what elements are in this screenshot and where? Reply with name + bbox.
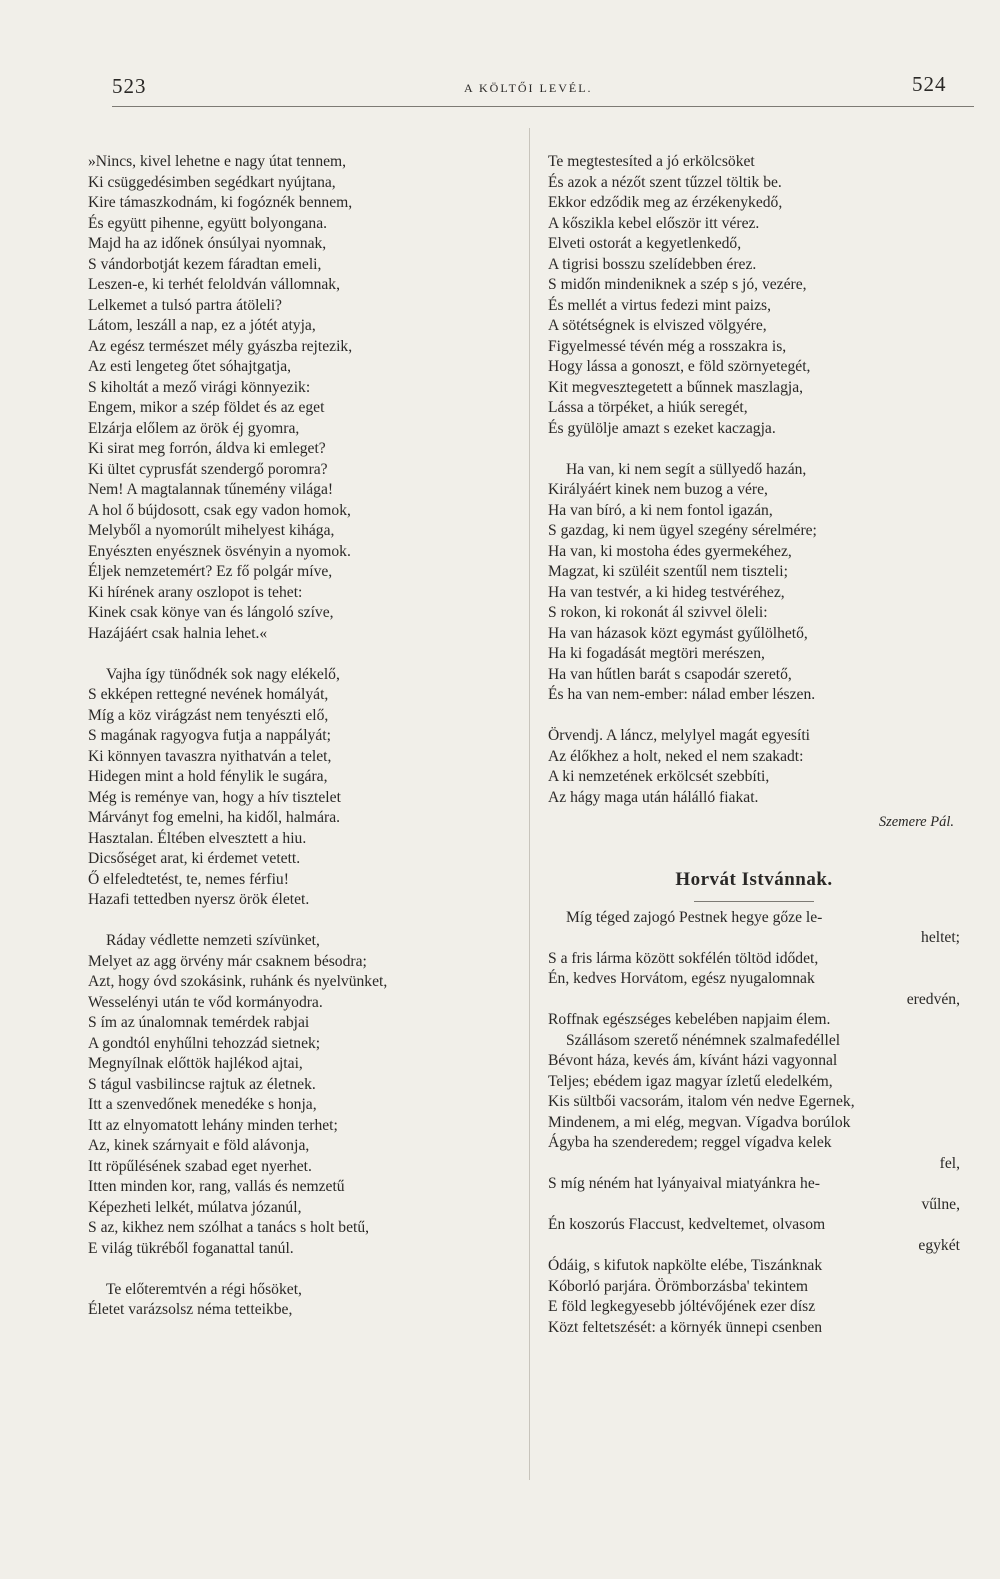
poem-line: És azok a nézőt szent tűzzel töltik be. [548, 173, 782, 191]
poem-line: Az esti lengeteg őtet sóhajtgatja, [88, 358, 292, 375]
right-page-number: 524 [912, 72, 947, 96]
poem-line: Ha van bíró, a ki nem fontol igazán, [548, 501, 773, 519]
poem-line-continuation: eredvén, [906, 990, 960, 1008]
poem-line: Engem, mikor a szép földet és az eget [88, 399, 325, 416]
right-stanza-1 [548, 152, 960, 439]
right-stanza-2 [548, 460, 960, 706]
poem-line: Éljek nemzetemért? Ez fő polgár míve, [88, 563, 333, 580]
poem-line: Ki sirat meg forrón, áldva ki emleget? [88, 440, 326, 457]
poem-line: Míg téged zajogó Pestnek hegye gőze le- [566, 908, 823, 926]
page-header [0, 0, 1000, 110]
poem-line: Királyáért kinek nem buzog a vére, [548, 481, 768, 498]
left-stanza-2 [88, 665, 520, 911]
poem-line: És ha van nem-ember: nálad ember lészen. [548, 686, 816, 703]
poem-line: A sötétségnek is elviszed völgyére, [548, 317, 767, 334]
poem-line: A gondtól enyhűlni tehozzád sietnek; [88, 1034, 321, 1052]
poem-line: S vándorbotját kezem fáradtan emeli, [88, 255, 322, 273]
poem-line: Magzat, ki szüléit szentűl nem tiszteli; [548, 563, 788, 580]
poem-line: Ha van hűtlen barát s csapodár szerető, [548, 665, 792, 683]
poem-line: Ki csüggedésimben segédkart nyújtana, [88, 173, 336, 191]
poem-line: S az, kikhez nem szólhat a tanács s holt betű, [88, 1219, 370, 1236]
poem-line: Márványt fog emelni, ha kidől, halmára. [88, 809, 341, 826]
running-title: A KÖLTŐI LEVÉL. [464, 81, 593, 95]
poem-line: S midőn mindeniknek a szép s jó, vezére, [548, 276, 807, 293]
title-rule [694, 901, 814, 902]
poem-line: »Nincs, kivel lehetne e nagy útat tennem, [88, 153, 347, 170]
poem-line: Itt röpűlésének szabad eget nyerhet. [88, 1157, 312, 1175]
poem-line: Nem! A magtalannak tűnemény világa! [88, 481, 334, 498]
poem-line: Melyet az agg örvény már csaknem bésodra; [88, 952, 367, 970]
poem-line: A ki nemzetének erkölcsét szebbíti, [548, 768, 770, 785]
poem-line: Te előteremtvén a régi hősöket, [106, 1280, 302, 1298]
poem-line: Kire támaszkodnám, ki fogóznék bennem, [88, 194, 353, 211]
poem-line: Itt az elnyomatott lehány minden terhet; [88, 1116, 338, 1134]
left-stanza-4 [88, 1280, 520, 1321]
poem-line: Ki hírének arany oszlopot is tehet: [88, 583, 303, 601]
poem-line: Melyből a nyomorúlt mihelyest kihága, [88, 522, 335, 539]
poem-line: Lelkemet a tulsó partra átöleli? [88, 296, 282, 314]
poem-line-continuation: vűlne, [921, 1195, 960, 1213]
poem-line: S gazdag, ki nem ügyel szegény sérelmére; [548, 522, 817, 539]
poem-line: Elveti ostorát a kegyetlenkedő, [548, 235, 742, 252]
stanza-gap [548, 706, 960, 727]
poem-line: Itten minden kor, rang, vallás és nemzetű [88, 1178, 345, 1195]
poem-line: Az hágy maga után hálálló fiakat. [548, 788, 759, 806]
poem-line: Bévont háza, kevés ám, kívánt házi vagyonnal [548, 1052, 838, 1069]
poem-line: Az egész természet mély gyászba rejtezik, [88, 337, 353, 355]
poem-line: Hogy lássa a gonoszt, e föld szörnyetegét, [548, 358, 811, 375]
poem-line: Látom, leszáll a nap, ez a jótét atyja, [88, 317, 316, 334]
left-stanza-1 [88, 152, 520, 644]
poem-line: És mellét a virtus fedezi mint paizs, [548, 296, 772, 314]
poem-line: Hidegen mint a hold fénylik le sugára, [88, 768, 328, 785]
poem-line: És gyülölje amazt s ezeket kaczagja. [548, 419, 776, 437]
poem-line: S míg néném hat lyányaival miatyánkra he- [548, 1175, 820, 1192]
poem-2-body [548, 908, 960, 1339]
poem-line: Míg a köz virágzást nem tenyészti elő, [88, 706, 329, 724]
poem-line: Enyészten enyésznek ösvényin a nyomok. [88, 542, 351, 560]
poem-line: Lássa a törpéket, a hiúk seregét, [548, 399, 748, 416]
poem-line: Te megtestesíted a jó erkölcsöket [548, 153, 755, 170]
poem-line: A tigrisi bosszu szelídebben érez. [548, 255, 757, 273]
poem-title: Horvát Istvánnak. [675, 868, 833, 890]
poem-line: Ki könnyen tavaszra nyithatván a telet, [88, 747, 332, 765]
poem-line: Figyelmessé tévén még a rosszakra is, [548, 337, 787, 355]
poem-line: Elzárja előlem az örök éj gyomra, [88, 419, 300, 437]
poem-line: Ráday védlette nemzeti szívünket, [106, 932, 320, 949]
poem-line: E föld legkegyesebb jóltévőjének ezer dísz [548, 1298, 816, 1315]
poem-line: Ekkor edződik meg az érzékenykedő, [548, 194, 783, 211]
poem-line: Képezheti lelkét, múlatva józanúl, [88, 1198, 302, 1216]
poem-line: Hazájáért csak halnia lehet.« [88, 624, 268, 642]
poem-line: Megnyílnak előttök hajlékod ajtai, [88, 1055, 303, 1072]
poem-line: Az élőkhez a holt, neked el nem szakadt: [548, 747, 804, 765]
stanza-gap [548, 439, 960, 460]
poem-line: Dicsőséget arat, ki érdemet vetett. [88, 850, 301, 867]
poem-line: Kit megvesztegetett a bűnnek maszlagja, [548, 378, 804, 396]
poem-line: Wesselényi után te vőd kormányodra. [88, 993, 323, 1011]
poem-line: Hazafi tettedben nyersz örök életet. [88, 891, 310, 908]
poem-line: Még is reménye van, hogy a hív tisztelet [88, 788, 341, 806]
header-rule [112, 106, 974, 107]
poem-line: Az, kinek szárnyait e föld alávonja, [88, 1137, 310, 1154]
poem-line: S tágul vasbilincse rajtuk az életnek. [88, 1075, 316, 1093]
poem-line: Örvendj. A láncz, melylyel magát egyesíti [548, 727, 810, 744]
poem-line: Kóborló parjára. Örömborzásba' tekintem [548, 1277, 809, 1295]
poem-line-continuation: egykét [918, 1236, 960, 1254]
poem-line: Roffnak egészséges kebelében napjaim élem. [548, 1011, 831, 1028]
poem-line: S ím az únalomnak temérdek rabjai [88, 1014, 310, 1031]
poem-line: E világ tükréből foganattal tanúl. [88, 1239, 294, 1257]
left-stanza-3 [88, 931, 520, 1259]
poem-line: Ódáig, s kifutok napkölte elébe, Tiszánknak [548, 1257, 823, 1274]
left-page-number: 523 [112, 74, 147, 98]
poem-line: Mindenem, a mi elég, megvan. Vígadva borúlok [548, 1113, 851, 1131]
poem-line: Ha van, ki mostoha édes gyermekéhez, [548, 542, 792, 560]
poem-line: Ha ki fogadását megtöri merészen, [548, 645, 765, 662]
poem-line: Kinek csak könye van és lángoló szíve, [88, 604, 334, 621]
poem-line: Ha van, ki nem segít a süllyedő hazán, [566, 460, 807, 478]
poem-line: A kőszikla kebel először itt vérez. [548, 214, 760, 232]
poem-line: Ágyba ha szenderedem; reggel vígadva kelek [548, 1134, 832, 1151]
poem-line: S a fris lárma között sokfélén töltöd idődet, [548, 949, 819, 967]
poem-line: Itt a szenvedőnek menedéke s honja, [88, 1096, 317, 1113]
stanza-gap [88, 911, 520, 932]
left-column [88, 152, 520, 1321]
poem-line-continuation: fel, [939, 1154, 960, 1172]
poem-line: Közt feltetszését: a környék ünnepi csenben [548, 1318, 823, 1336]
poem-line: Ki ültet cyprusfát szendergő poromra? [88, 460, 328, 478]
poem-line: S rokon, ki rokonát ál szivvel öleli: [548, 604, 768, 621]
poem-line: Én koszorús Flaccust, kedveltemet, olvasom [548, 1216, 826, 1233]
stanza-gap [88, 1259, 520, 1280]
poem-line: Leszen-e, ki terhét feloldván vállomnak, [88, 276, 340, 293]
poem-line: Hasztalan. Éltében elvesztett a hiu. [88, 829, 307, 847]
poem-line: Ő elfeledtetést, te, nemes férfiu! [88, 870, 289, 888]
poem-line: Én, kedves Horvátom, egész nyugalomnak [548, 970, 815, 987]
column-divider [529, 128, 530, 1480]
poem-line: Majd ha az időnek ónsúlyai nyomnak, [88, 235, 327, 252]
poem-line: Ha van házasok közt egymást gyűlölhető, [548, 624, 808, 642]
poem-line: S magának ragyogva futja a nappályát; [88, 727, 331, 744]
poem-line: Azt, hogy óvd szokásink, ruhánk és nyelvünket, [88, 973, 388, 990]
poem-line: S ekképen rettegné nevének homályát, [88, 686, 329, 703]
stanza-gap [88, 644, 520, 665]
right-column [548, 152, 960, 1338]
poem-line: S kiholtát a mező virági könnyezik: [88, 378, 311, 396]
poem-line: A hol ő bújdosott, csak egy vadon homok, [88, 501, 351, 519]
poem-line: És együtt pihenne, együtt bolyongana. [88, 214, 328, 232]
poem-line: Ha van testvér, a ki hideg testvéréhez, [548, 583, 785, 601]
author-signature: Szemere Pál. [878, 814, 954, 830]
poem-line: Vajha így tünődnék sok nagy elékelő, [106, 665, 340, 683]
poem-line: Szállásom szerető nénémnek szalmafedéllel [566, 1031, 841, 1049]
poem-line: Életet varázsolsz néma tetteikbe, [88, 1301, 293, 1318]
poem-line: Teljes; ebédem igaz magyar ízletű eledelkém, [548, 1072, 833, 1090]
right-stanza-3 [548, 726, 960, 808]
poem-line-continuation: heltet; [921, 929, 960, 946]
poem-line: Kis sültbői vacsorám, italom vén nedve Egernek, [548, 1093, 855, 1110]
